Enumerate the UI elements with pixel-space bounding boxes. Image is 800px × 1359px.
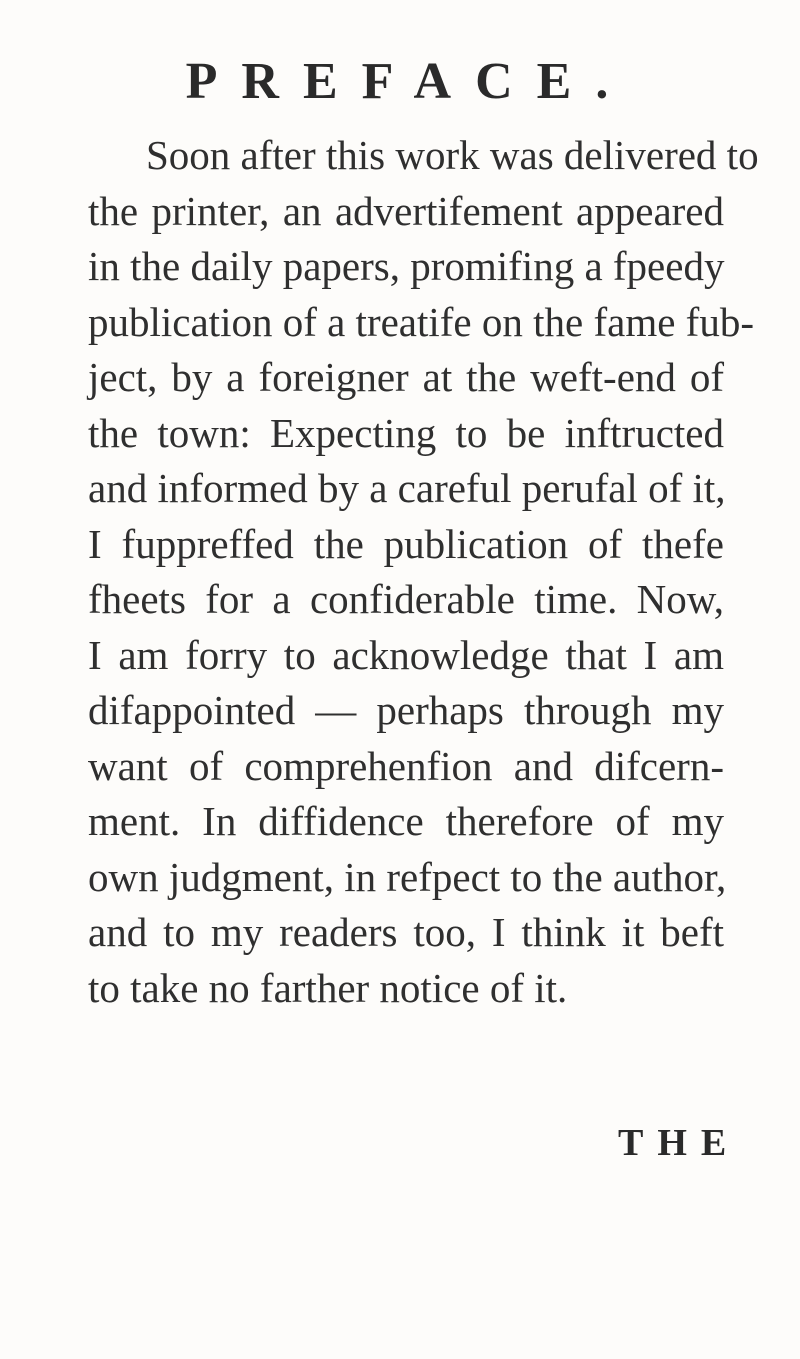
text-line: own judgment, in refpect to the author, [88, 853, 727, 900]
text-line: the printer, an advertifement appeared [88, 187, 724, 234]
catchword: THE [618, 1122, 741, 1164]
text-line: Soon after this work was delivered to [146, 132, 759, 178]
text-line: difappointed — perhaps through my [88, 687, 724, 733]
text-line: want of comprehenfion and difcern- [88, 742, 724, 789]
preface-paragraph [88, 128, 759, 1016]
text-line: I fuppreffed the publication of thefe [88, 520, 724, 567]
text-line: ment. In diffidence therefore of my [88, 798, 724, 844]
text-line: in the daily papers, promifing a fpeedy [88, 243, 725, 289]
text-line: ject, by a foreigner at the weft-end of [88, 354, 724, 400]
text-line: the town: Expecting to be inftructed [88, 409, 724, 456]
page-heading: PREFACE. [185, 53, 633, 110]
text-line: and to my readers too, I think it beft [88, 909, 724, 955]
text-line: fheets for a confiderable time. Now, [88, 576, 724, 622]
text-line: and informed by a careful perufal of it, [88, 465, 726, 511]
text-line: to take no farther notice of it. [88, 964, 568, 1011]
text-line: publication of a treatife on the fame fub- [88, 298, 754, 345]
text-line: I am forry to acknowledge that I am [88, 631, 724, 678]
